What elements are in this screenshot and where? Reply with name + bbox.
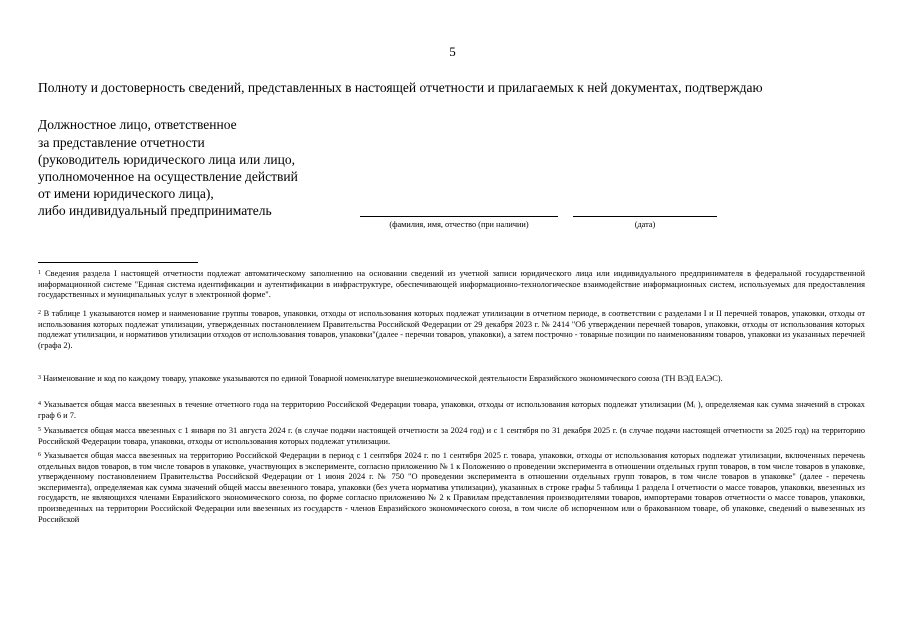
footnote-text: В таблице 1 указываются номер и наименование группы товаров, упаковки, отходы от использования которых подлежат утилизации в отчетном периоде, в соответствии с разделами I и II перечней товаров, упаковки, отходы от использования которых подлежат утилизации, утвержденных постановлением Правительства Российской Федерации от 29 декабря 2023 г. № 2414 "Об утверждении перечней товаров, упаковки, отходы от использования которых подлежат утилизации, и нормативов утилизации отходов от использования товаров, упаковки"(далее - перечни товаров, упаковки), а затем построчно - товарные позиции по наименованиям товаров, упаковки из указанных перечней (графа 2). <box>38 309 866 350</box>
footnote-5 <box>38 426 865 447</box>
date-caption: (дата) <box>634 220 656 229</box>
footnote-mark: 5 <box>38 427 41 433</box>
footnote-mark: 2 <box>38 310 41 316</box>
footnote-mark: 4 <box>38 401 41 407</box>
confirmation-statement: Полноту и достоверность сведений, представленных в настоящей отчетности и прилагаемых к ней документах, подтверждаю <box>38 80 763 95</box>
footnote-mark: 1 <box>38 270 41 276</box>
footnote-text: Указывается общая масса ввезенных с 1 января по 31 августа 2024 г. (в случае подачи настоящей отчетности за 2024 год) и с 1 сентября по 31 декабря 2025 г. (в случае подачи настоящей отчетности за 2025 год) на территорию Российской Федерации товара, упаковки, отходы от использования которых подлежат утилизации. <box>38 426 866 446</box>
signatory-line-2: за представление отчетности <box>38 135 205 150</box>
footnote-2 <box>38 309 865 351</box>
footnote-6 <box>38 451 865 525</box>
footnote-text: Наименование и код по каждому товару, упаковке указываются по единой Товарной номенклатуре внешнеэкономической деятельности Евразийского экономического союза (ТН ВЭД ЕАЭС). <box>43 374 723 383</box>
signatory-line-5: от имени юридического лица), <box>38 186 214 201</box>
name-signature-line <box>360 216 558 217</box>
signatory-line-1: Должностное лицо, ответственное <box>38 117 237 132</box>
signatory-line-6: либо индивидуальный предприниматель <box>38 203 272 218</box>
footnote-mark: 6 <box>38 452 41 458</box>
footnote-text: Указывается общая масса ввезенных на территорию Российской Федерации в период с 1 сентября 2024 г. по 1 сентября 2025 г. товара, упаковки, отходы от использования которых подлежат утилизации, включенных перечень отдельных видов товаров, в том числе товаров в упаковке, участвующих в эксперименте, согласно приложению № 1 к Положению о проведении эксперимента в отношении отдельных групп товаров, в том числе товаров в упаковке, утвержденному постановлением Правительства Российской Федерации от 1 июня 2024 г. № 750 "О проведении эксперимента в отношении отдельных групп товаров, в том числе товаров в упаковке" (далее - перечень эксперимента), определяемая как сумма значений общей массы ввезенного товара, упаковки (без учета норматива утилизации), указанных в строке графы 5 таблицы 1 раздела I отчетности о массе товаров, упаковки, ввезенных из государств, не являющихся членами Евразийского экономического союза, по форме согласно приложению № 2 к Правилам представления производителями товаров, импортерами товаров отчетности о массе товаров, упаковки, произведенных на территории Российской Федерации или ввезенных из государств - членов Евразийского экономического союза, в том числе об испорченном или о бракованном товаре, об упаковке, сведений о вывезенных из Российской <box>38 451 865 524</box>
footnote-separator <box>38 262 198 263</box>
signatory-line-4: уполномоченное на осуществление действий <box>38 169 298 184</box>
footnote-mark: 3 <box>38 375 41 381</box>
name-caption: (фамилия, имя, отчество (при наличии) <box>389 220 529 229</box>
footnote-1 <box>38 269 865 301</box>
footnote-3 <box>38 374 865 385</box>
footnote-4 <box>38 400 865 421</box>
footnote-text: Сведения раздела I настоящей отчетности подлежат автоматическому заполнению на основании сведений из учетной записи юридического лица или индивидуального предпринимателя в федеральной государственной информационной системе "Единая система идентификации и аутентификации в инфраструктуре, обеспечивающей информационно-технологическое взаимодействие информационных систем, используемых для предоставления государственных и муниципальных услуг в электронной форме". <box>38 269 865 300</box>
page-number: 5 <box>449 44 456 59</box>
date-signature-line <box>573 216 717 217</box>
footnote-text: Указывается общая масса ввезенных в течение отчетного года на территорию Российской Федерации товара, упаковки, отходы от использования которых подлежат утилизации (Mᵢ ), определяемая как сумма значений в строках граф 6 и 7. <box>38 400 865 420</box>
signatory-line-3: (руководитель юридического лица или лицо, <box>38 152 295 167</box>
